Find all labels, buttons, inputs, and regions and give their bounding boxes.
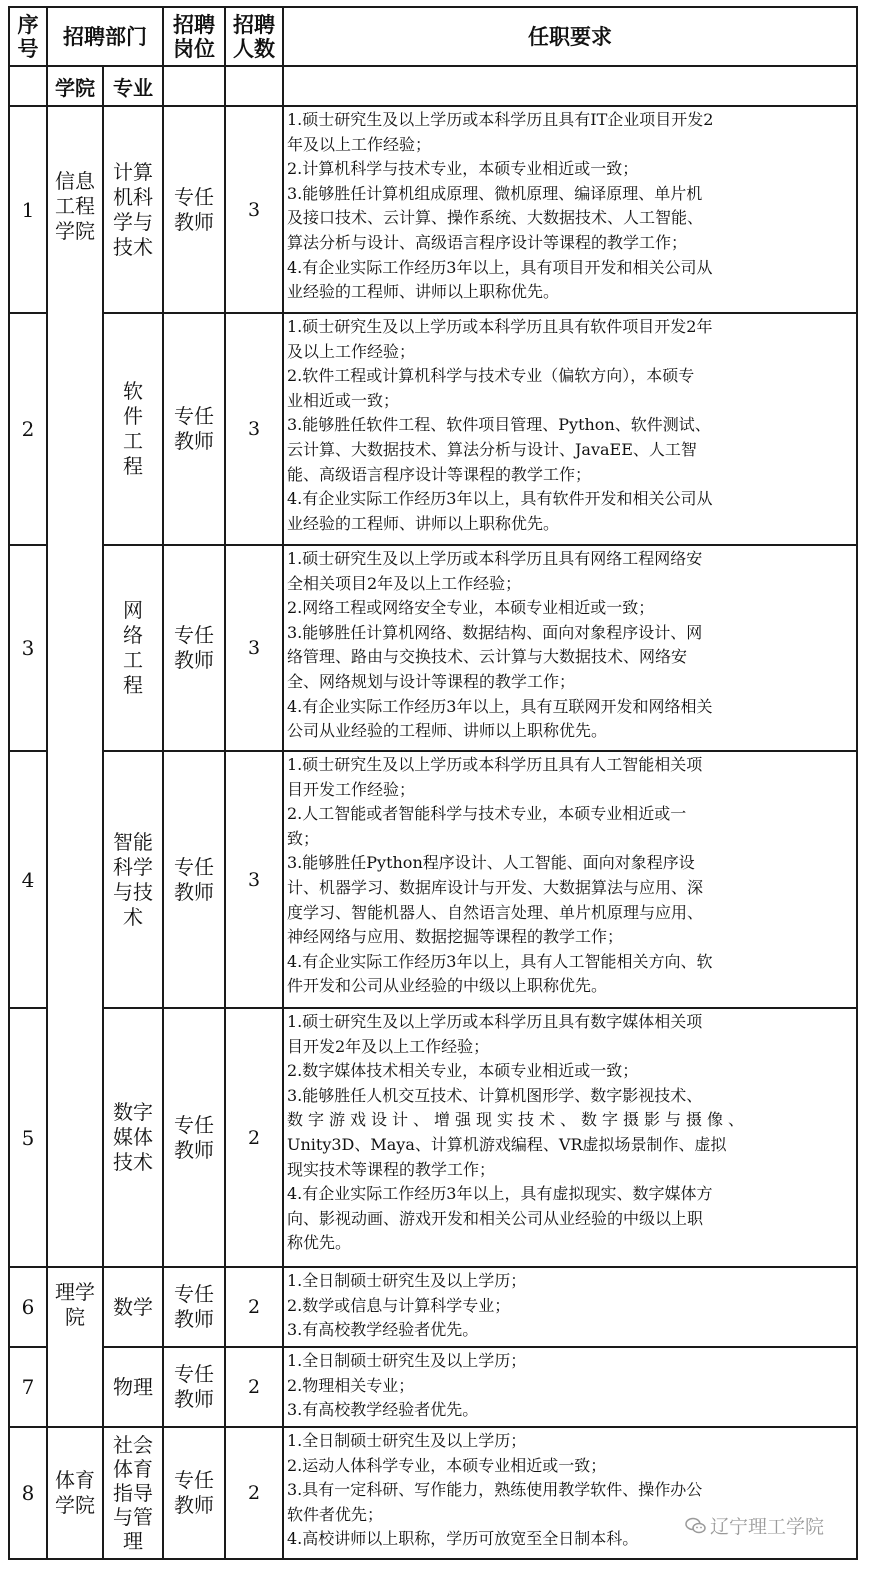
header-row [9,7,857,66]
table-row [9,1267,857,1347]
row-count: 3 [225,313,283,545]
row-position: 专任教师 [163,106,225,313]
recruitment-table [8,6,858,1560]
row-major: 计算机科学与技术 [103,106,163,313]
table-row [9,545,857,751]
row-count: 2 [225,1347,283,1427]
table-row [9,1427,857,1559]
row-major: 数学 [103,1267,163,1347]
header-college: 学院 [47,66,103,106]
row-requirements: 1.硕士研究生及以上学历或本科学历且具有网络工程网络安 全相关项目2年及以上工作经验； 2.网络工程或网络安全专业，本硕专业相近或一致； 3.能够胜任计算机网络、数据结构、面向对象程序设计、网 络管理、路由与交换技术、云计算与大数据技术、网络安 全、网络规划与设计等课程的教学工作； 4.有企业实际工作经历3年以上，具有互联网开发和网络相关 公司从业经验的工程师、讲师以上职称优先。 [283,545,857,751]
row-college: 理学院 [47,1267,103,1427]
row-seq: 3 [9,545,47,751]
subheader-row [9,66,857,106]
row-major: 网络工程 [103,545,163,751]
header-count: 招聘人数 [225,7,283,66]
wechat-icon [685,1517,707,1535]
row-count: 3 [225,545,283,751]
row-position: 专任教师 [163,313,225,545]
row-position: 专任教师 [163,1008,225,1267]
table-row [9,106,857,313]
row-count: 3 [225,106,283,313]
header-dept: 招聘部门 [47,7,163,66]
row-position: 专任教师 [163,751,225,1008]
table-row [9,313,857,545]
table-row [9,1008,857,1267]
row-seq: 6 [9,1267,47,1347]
row-count: 2 [225,1008,283,1267]
row-requirements: 1.全日制硕士研究生及以上学历； 2.运动人体科学专业，本硕专业相近或一致； 3.具有一定科研、写作能力，熟练使用教学软件、操作办公 软件者优先； 4.高校讲师以上职称，学历可放宽至全日制本科。 [283,1427,857,1559]
row-requirements: 1.硕士研究生及以上学历或本科学历且具有人工智能相关项 目开发工作经验； 2.人工智能或者智能科学与技术专业，本硕专业相近或一 致； 3.能够胜任Python程序设计、人工智能、面向对象程序设 计、机器学习、数据库设计与开发、大数据算法与应用、深 度学习、智能机器人、自然语言处理、单片机原理与应用、 神经网络与应用、数据挖掘等课程的教学工作； 4.有企业实际工作经历3年以上，具有人工智能相关方向、软 件开发和公司从业经验的中级以上职称优先。 [283,751,857,1008]
row-position: 专任教师 [163,1267,225,1347]
row-requirements: 1.硕士研究生及以上学历或本科学历且具有IT企业项目开发2 年及以上工作经验； 2.计算机科学与技术专业，本硕专业相近或一致； 3.能够胜任计算机组成原理、微机原理、编译原理、单片机 及接口技术、云计算、操作系统、大数据技术、人工智能、 算法分析与设计、高级语言程序设计等课程的教学工作； 4.有企业实际工作经历3年以上，具有项目开发和相关公司从 业经验的工程师、讲师以上职称优先。 [283,106,857,313]
row-major: 智能科学与技术 [103,751,163,1008]
watermark-text: 辽宁理工学院 [710,1516,825,1538]
row-seq: 5 [9,1008,47,1267]
row-seq: 7 [9,1347,47,1427]
table-row [9,1347,857,1427]
header-requirements: 任职要求 [283,7,857,66]
row-count: 3 [225,751,283,1008]
row-major: 软件工程 [103,313,163,545]
row-count: 2 [225,1427,283,1559]
row-college: 体育学院 [47,1427,103,1559]
watermark [685,1512,824,1539]
row-college [47,106,103,1267]
row-requirements: 1.全日制硕士研究生及以上学历； 2.数学或信息与计算科学专业； 3.有高校教学经验者优先。 [283,1267,857,1347]
table-row [9,751,857,1008]
row-count: 2 [225,1267,283,1347]
row-position: 专任教师 [163,1347,225,1427]
row-seq: 1 [9,106,47,313]
row-seq: 8 [9,1427,47,1559]
header-major: 专业 [103,66,163,106]
row-requirements: 1.硕士研究生及以上学历或本科学历且具有软件项目开发2年 及以上工作经验； 2.软件工程或计算机科学与技术专业（偏软方向），本硕专 业相近或一致； 3.能够胜任软件工程、软件项目管理、Python、软件测试、 云计算、大数据技术、算法分析与设计、JavaEE、人工智 能、高级语言程序设计等课程的教学工作； 4.有企业实际工作经历3年以上，具有软件开发和相关公司从 业经验的工程师、讲师以上职称优先。 [283,313,857,545]
row-major: 物理 [103,1347,163,1427]
row-seq: 2 [9,313,47,545]
header-position: 招聘岗位 [163,7,225,66]
row-seq: 4 [9,751,47,1008]
row-requirements: 1.全日制硕士研究生及以上学历； 2.物理相关专业； 3.有高校教学经验者优先。 [283,1347,857,1427]
row-major: 数字媒体技术 [103,1008,163,1267]
row-requirements: 1.硕士研究生及以上学历或本科学历且具有数字媒体相关项 目开发2年及以上工作经验； 2.数字媒体技术相关专业，本硕专业相近或一致； 3.能够胜任人机交互技术、计算机图形学、数字影视技术、 数字游戏设计、增强现实技术、数字摄影与摄像、 Unity3D、Maya、计算机游戏编程、VR虚拟场景制作、虚拟 现实技术等课程的教学工作； 4.有企业实际工作经历3年以上，具有虚拟现实、数字媒体方 向、影视动画、游戏开发和相关公司从业经验的中级以上职 称优先。 [283,1008,857,1267]
header-seq: 序号 [9,7,47,66]
row-major: 社会体育指导与管理 [103,1427,163,1559]
row-position: 专任教师 [163,1427,225,1559]
row-position: 专任教师 [163,545,225,751]
college-label: 信息工程学院 [55,169,95,243]
